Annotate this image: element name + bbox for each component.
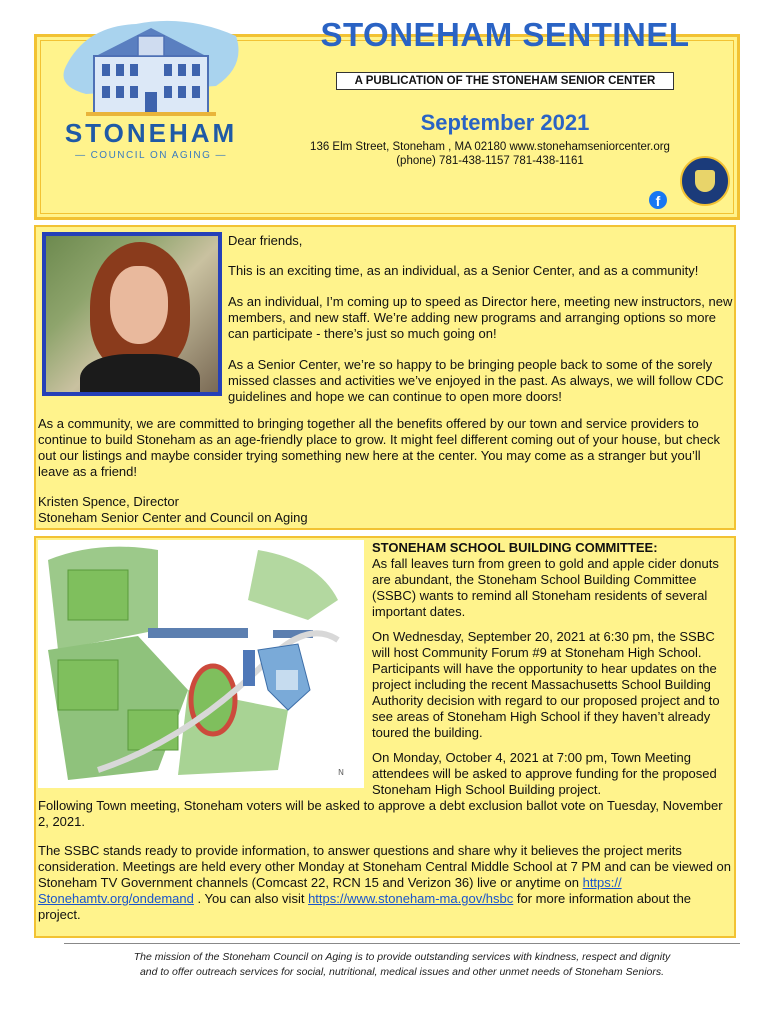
logo-wordmark: STONEHAM: [64, 118, 238, 148]
stonehamtv-ondemand-link[interactable]: https:// Stonehamtv.org/ondemand: [38, 875, 622, 906]
ssbc-paragraph: On Wednesday, September 20, 2021 at 6:30 pm, the SSBC will host Community Forum #9 at Stoneham High School. Participants will have the opportunity to hear updates on the project including the recent Massachusetts School Building Authority decision with regard to our proposed project and to see areas of Stoneham High School if they haven’t already toured the building.: [372, 629, 720, 740]
footer-divider: [64, 943, 740, 944]
contact-info: [270, 140, 710, 168]
address-line: 136 Elm Street, Stoneham , MA 02180 www.stonehamseniorcenter.org: [310, 141, 670, 153]
ssbc-paragraph: On Monday, October 4, 2021 at 7:00 pm, Town Meeting attendees will be asked to approve funding for the proposed Stoneham High School Building project.: [372, 750, 717, 797]
signature-name: Kristen Spence, Director: [38, 494, 179, 509]
letter-paragraph: As a community, we are committed to bringing together all the benefits offered by our town and service providers to continue to build Stoneham as an age-friendly place to grow. It might feel different coming out of your house, but check out our listings and maybe consider trying something new here at the center. You may come as a stranger but you’ll leave as a friend!: [38, 416, 720, 479]
ssbc-paragraph: The SSBC stands ready to provide information, to answer questions and share why it believes the project merits consideration. Meetings are held every other Monday at Stoneham Central Middle School at 7 PM and can be viewed on Stoneham TV Government channels (Comcast 22, RCN 15 and Verizon 36) live or anytime on https:// Stonehamtv.org/ondemand . You can also visit https://www.stoneham-ma.gov/hsbc for more information about the project.: [38, 843, 732, 922]
phone-line: (phone) 781-438-1157 781-438-1161: [396, 155, 584, 167]
ssbc-paragraph: As fall leaves turn from green to gold and apple cider donuts are abundant, the Stoneham School Building Committee (SSBC) wants to remind all Stoneham residents of several important dates.: [372, 556, 719, 619]
director-photo: [42, 232, 222, 396]
publication-line: A PUBLICATION OF THE STONEHAM SENIOR CENTER: [336, 72, 674, 90]
stoneham-hsbc-link[interactable]: https://www.stoneham-ma.gov/hsbc: [308, 891, 514, 906]
ssbc-paragraph: Following Town meeting, Stoneham voters will be asked to approve a debt exclusion ballot vote on Tuesday, November 2, 2021.: [38, 798, 723, 829]
ssbc-heading: STONEHAM SCHOOL BUILDING COMMITTEE:: [372, 540, 658, 555]
issue-month: September 2021: [420, 110, 590, 135]
mission-statement: The mission of the Stoneham Council on Aging is to provide outstanding services with kindness, respect and dignity and to offer outreach services for social, nutritional, medical issues and other unmet needs of Stoneham Seniors.: [133, 951, 671, 978]
letter-paragraph: As a Senior Center, we’re so happy to be bringing people back to some of the sorely missed classes and activities we’ve enjoyed in the past. As always, we will follow CDC guidelines and hope we can continue to open more doors!: [228, 357, 724, 404]
newsletter-title: STONEHAM SENTINEL: [320, 16, 690, 53]
town-seal-icon: [680, 156, 730, 206]
facebook-icon[interactable]: f: [649, 191, 667, 209]
logo-subtitle: — COUNCIL ON AGING —: [46, 150, 256, 161]
letter-paragraph: As an individual, I’m coming up to speed as Director here, meeting new instructors, new members, and new staff. We’re adding new programs and arranging options so more can participate - there’s just so much going on!: [228, 294, 733, 341]
svg-text:N: N: [338, 768, 344, 777]
site-plan-map: [38, 540, 364, 788]
letter-paragraph: This is an exciting time, as an individual, as a Senior Center, and as a community!: [228, 263, 699, 278]
signature-org: Stoneham Senior Center and Council on Aging: [38, 510, 308, 525]
letter-greeting: Dear friends,: [228, 233, 303, 248]
